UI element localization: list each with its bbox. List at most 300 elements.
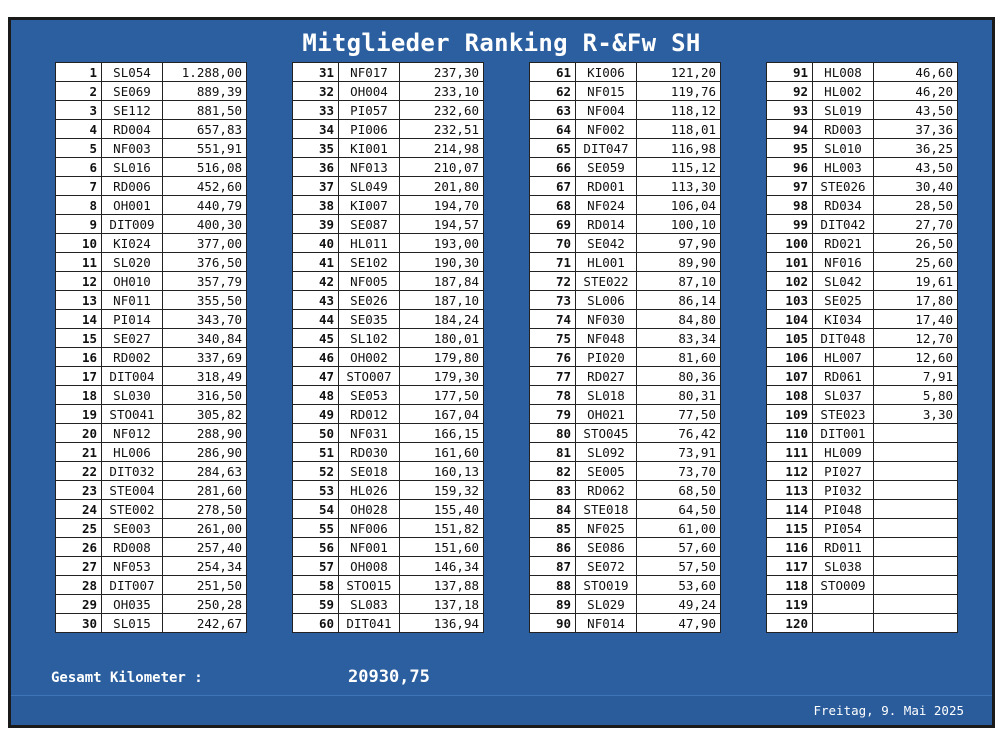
member-id-cell: HL007	[813, 348, 874, 367]
member-id-cell: STO015	[339, 576, 400, 595]
table-row	[767, 595, 958, 614]
table-row	[530, 462, 721, 481]
member-id-cell: NF017	[339, 63, 400, 82]
rank-cell: 63	[530, 101, 576, 120]
table-row	[293, 196, 484, 215]
kilometer-cell: 77,50	[637, 405, 721, 424]
kilometer-cell: 160,13	[400, 462, 484, 481]
member-id-cell: HL008	[813, 63, 874, 82]
table-row	[767, 139, 958, 158]
table-row	[530, 443, 721, 462]
footer-bar	[11, 695, 992, 725]
table-row	[530, 576, 721, 595]
rank-cell: 51	[293, 443, 339, 462]
member-id-cell: SE072	[576, 557, 637, 576]
rank-cell: 78	[530, 386, 576, 405]
rank-cell: 115	[767, 519, 813, 538]
member-id-cell: SE059	[576, 158, 637, 177]
kilometer-cell: 106,04	[637, 196, 721, 215]
member-id-cell: SL042	[813, 272, 874, 291]
rank-cell: 109	[767, 405, 813, 424]
table-row	[293, 462, 484, 481]
rank-cell: 90	[530, 614, 576, 633]
rank-cell: 60	[293, 614, 339, 633]
kilometer-cell: 657,83	[163, 120, 247, 139]
rank-cell: 55	[293, 519, 339, 538]
kilometer-cell: 137,18	[400, 595, 484, 614]
table-row	[530, 348, 721, 367]
kilometer-cell: 452,60	[163, 177, 247, 196]
member-id-cell: OH010	[102, 272, 163, 291]
rank-cell: 111	[767, 443, 813, 462]
rank-cell: 57	[293, 557, 339, 576]
rank-cell: 10	[56, 234, 102, 253]
table-row	[530, 481, 721, 500]
member-id-cell: RD002	[102, 348, 163, 367]
ranking-table-2	[292, 62, 484, 633]
rank-cell: 14	[56, 310, 102, 329]
kilometer-cell: 161,60	[400, 443, 484, 462]
member-id-cell: RD027	[576, 367, 637, 386]
member-id-cell: OH021	[576, 405, 637, 424]
kilometer-cell	[874, 481, 958, 500]
member-id-cell: NF013	[339, 158, 400, 177]
rank-cell: 9	[56, 215, 102, 234]
member-id-cell: KI007	[339, 196, 400, 215]
kilometer-cell: 12,70	[874, 329, 958, 348]
table-row	[56, 291, 247, 310]
member-id-cell: DIT001	[813, 424, 874, 443]
table-row	[530, 614, 721, 633]
kilometer-cell: 155,40	[400, 500, 484, 519]
table-row	[530, 329, 721, 348]
ranking-table-4	[766, 62, 958, 633]
rank-cell: 56	[293, 538, 339, 557]
kilometer-cell: 166,15	[400, 424, 484, 443]
member-id-cell: KI001	[339, 139, 400, 158]
table-row	[767, 481, 958, 500]
table-row	[767, 348, 958, 367]
kilometer-cell: 250,28	[163, 595, 247, 614]
kilometer-cell: 46,60	[874, 63, 958, 82]
rank-cell: 101	[767, 253, 813, 272]
rank-cell: 59	[293, 595, 339, 614]
rank-cell: 28	[56, 576, 102, 595]
kilometer-cell: 337,69	[163, 348, 247, 367]
rank-cell: 97	[767, 177, 813, 196]
table-row	[293, 386, 484, 405]
table-row	[293, 424, 484, 443]
kilometer-cell: 355,50	[163, 291, 247, 310]
table-row	[293, 481, 484, 500]
member-id-cell: STE026	[813, 177, 874, 196]
table-row	[293, 63, 484, 82]
page-title: Mitglieder Ranking R-&Fw SH	[302, 29, 701, 57]
member-id-cell: SL010	[813, 139, 874, 158]
rank-cell: 69	[530, 215, 576, 234]
table-row	[56, 386, 247, 405]
member-id-cell: OH008	[339, 557, 400, 576]
rank-cell: 29	[56, 595, 102, 614]
member-id-cell: HL002	[813, 82, 874, 101]
rank-cell: 38	[293, 196, 339, 215]
table-row	[293, 538, 484, 557]
rank-cell: 33	[293, 101, 339, 120]
table-row	[767, 177, 958, 196]
rank-cell: 8	[56, 196, 102, 215]
rank-cell: 120	[767, 614, 813, 633]
member-id-cell: NF048	[576, 329, 637, 348]
rank-cell: 77	[530, 367, 576, 386]
rank-cell: 84	[530, 500, 576, 519]
table-row	[293, 614, 484, 633]
table-row	[530, 253, 721, 272]
rank-cell: 62	[530, 82, 576, 101]
kilometer-cell: 377,00	[163, 234, 247, 253]
member-id-cell: SE005	[576, 462, 637, 481]
rank-cell: 52	[293, 462, 339, 481]
kilometer-cell: 151,82	[400, 519, 484, 538]
kilometer-cell: 73,70	[637, 462, 721, 481]
kilometer-cell: 400,30	[163, 215, 247, 234]
member-id-cell	[813, 614, 874, 633]
rank-cell: 73	[530, 291, 576, 310]
member-id-cell: RD061	[813, 367, 874, 386]
member-id-cell: DIT004	[102, 367, 163, 386]
table-row	[767, 500, 958, 519]
member-id-cell: SE027	[102, 329, 163, 348]
total-kilometer-label: Gesamt Kilometer :	[51, 670, 203, 686]
rank-cell: 108	[767, 386, 813, 405]
kilometer-cell	[874, 557, 958, 576]
table-row	[56, 481, 247, 500]
table-row	[767, 63, 958, 82]
member-id-cell: RD012	[339, 405, 400, 424]
table-row	[530, 367, 721, 386]
member-id-cell: DIT047	[576, 139, 637, 158]
table-row	[530, 310, 721, 329]
member-id-cell: SE018	[339, 462, 400, 481]
member-id-cell: SL018	[576, 386, 637, 405]
kilometer-cell: 76,42	[637, 424, 721, 443]
member-id-cell: STE023	[813, 405, 874, 424]
kilometer-cell: 242,67	[163, 614, 247, 633]
table-row	[767, 82, 958, 101]
member-id-cell: SE112	[102, 101, 163, 120]
kilometer-cell: 89,90	[637, 253, 721, 272]
table-row	[56, 424, 247, 443]
table-row	[530, 595, 721, 614]
table-row	[56, 576, 247, 595]
rank-cell: 5	[56, 139, 102, 158]
kilometer-cell: 179,30	[400, 367, 484, 386]
kilometer-cell	[874, 519, 958, 538]
rank-cell: 20	[56, 424, 102, 443]
kilometer-cell: 68,50	[637, 481, 721, 500]
member-id-cell: NF002	[576, 120, 637, 139]
kilometer-cell: 288,90	[163, 424, 247, 443]
table-row	[767, 310, 958, 329]
rank-cell: 99	[767, 215, 813, 234]
rank-cell: 15	[56, 329, 102, 348]
kilometer-cell: 305,82	[163, 405, 247, 424]
member-id-cell: PI006	[339, 120, 400, 139]
rank-cell: 110	[767, 424, 813, 443]
rank-cell: 96	[767, 158, 813, 177]
table-row	[56, 82, 247, 101]
kilometer-cell: 180,01	[400, 329, 484, 348]
rank-cell: 47	[293, 367, 339, 386]
member-id-cell: HL003	[813, 158, 874, 177]
table-row	[56, 614, 247, 633]
rank-cell: 26	[56, 538, 102, 557]
member-id-cell: RD014	[576, 215, 637, 234]
kilometer-cell	[874, 614, 958, 633]
rank-cell: 67	[530, 177, 576, 196]
member-id-cell: RD011	[813, 538, 874, 557]
rank-cell: 89	[530, 595, 576, 614]
member-id-cell: STO009	[813, 576, 874, 595]
member-id-cell: SL038	[813, 557, 874, 576]
table-row	[56, 310, 247, 329]
rank-cell: 39	[293, 215, 339, 234]
table-row	[293, 405, 484, 424]
rank-cell: 53	[293, 481, 339, 500]
kilometer-cell: 278,50	[163, 500, 247, 519]
table-row	[530, 234, 721, 253]
rank-cell: 7	[56, 177, 102, 196]
kilometer-cell	[874, 576, 958, 595]
member-id-cell: SL019	[813, 101, 874, 120]
table-row	[530, 500, 721, 519]
table-row	[293, 253, 484, 272]
rank-cell: 1	[56, 63, 102, 82]
table-row	[293, 272, 484, 291]
member-id-cell: STO019	[576, 576, 637, 595]
member-id-cell	[813, 595, 874, 614]
member-id-cell: NF024	[576, 196, 637, 215]
rank-cell: 19	[56, 405, 102, 424]
kilometer-cell: 80,36	[637, 367, 721, 386]
member-id-cell: SL102	[339, 329, 400, 348]
kilometer-cell: 43,50	[874, 158, 958, 177]
rank-cell: 21	[56, 443, 102, 462]
member-id-cell: PI057	[339, 101, 400, 120]
rank-cell: 104	[767, 310, 813, 329]
kilometer-cell: 190,30	[400, 253, 484, 272]
table-row	[56, 272, 247, 291]
rank-cell: 64	[530, 120, 576, 139]
rank-cell: 4	[56, 120, 102, 139]
rank-cell: 106	[767, 348, 813, 367]
member-id-cell: PI027	[813, 462, 874, 481]
rank-cell: 58	[293, 576, 339, 595]
rank-cell: 68	[530, 196, 576, 215]
member-id-cell: SL049	[339, 177, 400, 196]
kilometer-cell: 340,84	[163, 329, 247, 348]
rank-cell: 48	[293, 386, 339, 405]
rank-cell: 117	[767, 557, 813, 576]
rank-cell: 24	[56, 500, 102, 519]
kilometer-cell: 177,50	[400, 386, 484, 405]
kilometer-cell: 357,79	[163, 272, 247, 291]
member-id-cell: SE035	[339, 310, 400, 329]
rank-cell: 102	[767, 272, 813, 291]
kilometer-cell: 49,24	[637, 595, 721, 614]
rank-cell: 41	[293, 253, 339, 272]
table-row	[293, 139, 484, 158]
rank-cell: 50	[293, 424, 339, 443]
table-row	[767, 158, 958, 177]
table-row	[530, 82, 721, 101]
member-id-cell: SL020	[102, 253, 163, 272]
rank-cell: 92	[767, 82, 813, 101]
member-id-cell: NF025	[576, 519, 637, 538]
rank-cell: 112	[767, 462, 813, 481]
rank-cell: 100	[767, 234, 813, 253]
table-row	[293, 595, 484, 614]
member-id-cell: NF001	[339, 538, 400, 557]
kilometer-cell: 232,51	[400, 120, 484, 139]
member-id-cell: NF004	[576, 101, 637, 120]
rank-cell: 36	[293, 158, 339, 177]
member-id-cell: PI032	[813, 481, 874, 500]
member-id-cell: SE086	[576, 538, 637, 557]
kilometer-cell: 167,04	[400, 405, 484, 424]
member-id-cell: STO045	[576, 424, 637, 443]
kilometer-cell: 159,32	[400, 481, 484, 500]
rank-cell: 23	[56, 481, 102, 500]
kilometer-cell	[874, 595, 958, 614]
member-id-cell: RD034	[813, 196, 874, 215]
kilometer-cell	[874, 443, 958, 462]
member-id-cell: NF011	[102, 291, 163, 310]
table-row	[56, 367, 247, 386]
table-row	[767, 386, 958, 405]
table-row	[293, 576, 484, 595]
kilometer-cell: 376,50	[163, 253, 247, 272]
table-row	[293, 120, 484, 139]
table-row	[530, 291, 721, 310]
member-id-cell: RD008	[102, 538, 163, 557]
table-row	[530, 101, 721, 120]
rank-cell: 83	[530, 481, 576, 500]
kilometer-cell: 137,88	[400, 576, 484, 595]
kilometer-cell: 83,34	[637, 329, 721, 348]
table-row	[293, 158, 484, 177]
member-id-cell: HL026	[339, 481, 400, 500]
kilometer-cell: 551,91	[163, 139, 247, 158]
table-row	[530, 158, 721, 177]
table-row	[56, 196, 247, 215]
member-id-cell: SL092	[576, 443, 637, 462]
table-row	[56, 595, 247, 614]
rank-cell: 18	[56, 386, 102, 405]
kilometer-cell: 516,08	[163, 158, 247, 177]
kilometer-cell: 43,50	[874, 101, 958, 120]
member-id-cell: RD004	[102, 120, 163, 139]
kilometer-cell: 86,14	[637, 291, 721, 310]
rank-cell: 22	[56, 462, 102, 481]
member-id-cell: NF016	[813, 253, 874, 272]
kilometer-cell: 193,00	[400, 234, 484, 253]
table-row	[767, 557, 958, 576]
table-row	[767, 614, 958, 633]
rank-cell: 116	[767, 538, 813, 557]
table-row	[293, 367, 484, 386]
table-row	[293, 291, 484, 310]
member-id-cell: DIT009	[102, 215, 163, 234]
table-row	[56, 557, 247, 576]
member-id-cell: STE022	[576, 272, 637, 291]
kilometer-cell: 3,30	[874, 405, 958, 424]
kilometer-cell: 84,80	[637, 310, 721, 329]
kilometer-cell: 194,57	[400, 215, 484, 234]
member-id-cell: RD006	[102, 177, 163, 196]
table-row	[293, 519, 484, 538]
member-id-cell: SL016	[102, 158, 163, 177]
member-id-cell: DIT048	[813, 329, 874, 348]
rank-cell: 75	[530, 329, 576, 348]
kilometer-cell: 257,40	[163, 538, 247, 557]
rank-cell: 81	[530, 443, 576, 462]
member-id-cell: OH001	[102, 196, 163, 215]
rank-cell: 32	[293, 82, 339, 101]
table-row	[767, 272, 958, 291]
member-id-cell: SE087	[339, 215, 400, 234]
member-id-cell: RD021	[813, 234, 874, 253]
table-row	[530, 139, 721, 158]
kilometer-cell: 201,80	[400, 177, 484, 196]
table-row	[530, 196, 721, 215]
rank-cell: 17	[56, 367, 102, 386]
member-id-cell: SL054	[102, 63, 163, 82]
kilometer-cell: 118,12	[637, 101, 721, 120]
member-id-cell: STE004	[102, 481, 163, 500]
rank-cell: 72	[530, 272, 576, 291]
rank-cell: 118	[767, 576, 813, 595]
member-id-cell: SE003	[102, 519, 163, 538]
rank-cell: 61	[530, 63, 576, 82]
member-id-cell: SL006	[576, 291, 637, 310]
table-row	[530, 63, 721, 82]
table-row	[767, 329, 958, 348]
member-id-cell: DIT041	[339, 614, 400, 633]
member-id-cell: HL009	[813, 443, 874, 462]
table-row	[56, 348, 247, 367]
table-row	[767, 291, 958, 310]
kilometer-cell: 116,98	[637, 139, 721, 158]
member-id-cell: SE069	[102, 82, 163, 101]
kilometer-cell: 184,24	[400, 310, 484, 329]
member-id-cell: HL001	[576, 253, 637, 272]
kilometer-cell: 30,40	[874, 177, 958, 196]
member-id-cell: PI048	[813, 500, 874, 519]
member-id-cell: KI024	[102, 234, 163, 253]
member-id-cell: NF015	[576, 82, 637, 101]
table-row	[767, 462, 958, 481]
member-id-cell: SE042	[576, 234, 637, 253]
kilometer-cell	[874, 424, 958, 443]
rank-cell: 45	[293, 329, 339, 348]
rank-cell: 40	[293, 234, 339, 253]
kilometer-cell: 121,20	[637, 63, 721, 82]
member-id-cell: NF005	[339, 272, 400, 291]
rank-cell: 87	[530, 557, 576, 576]
kilometer-cell: 889,39	[163, 82, 247, 101]
kilometer-cell: 254,34	[163, 557, 247, 576]
rank-cell: 85	[530, 519, 576, 538]
